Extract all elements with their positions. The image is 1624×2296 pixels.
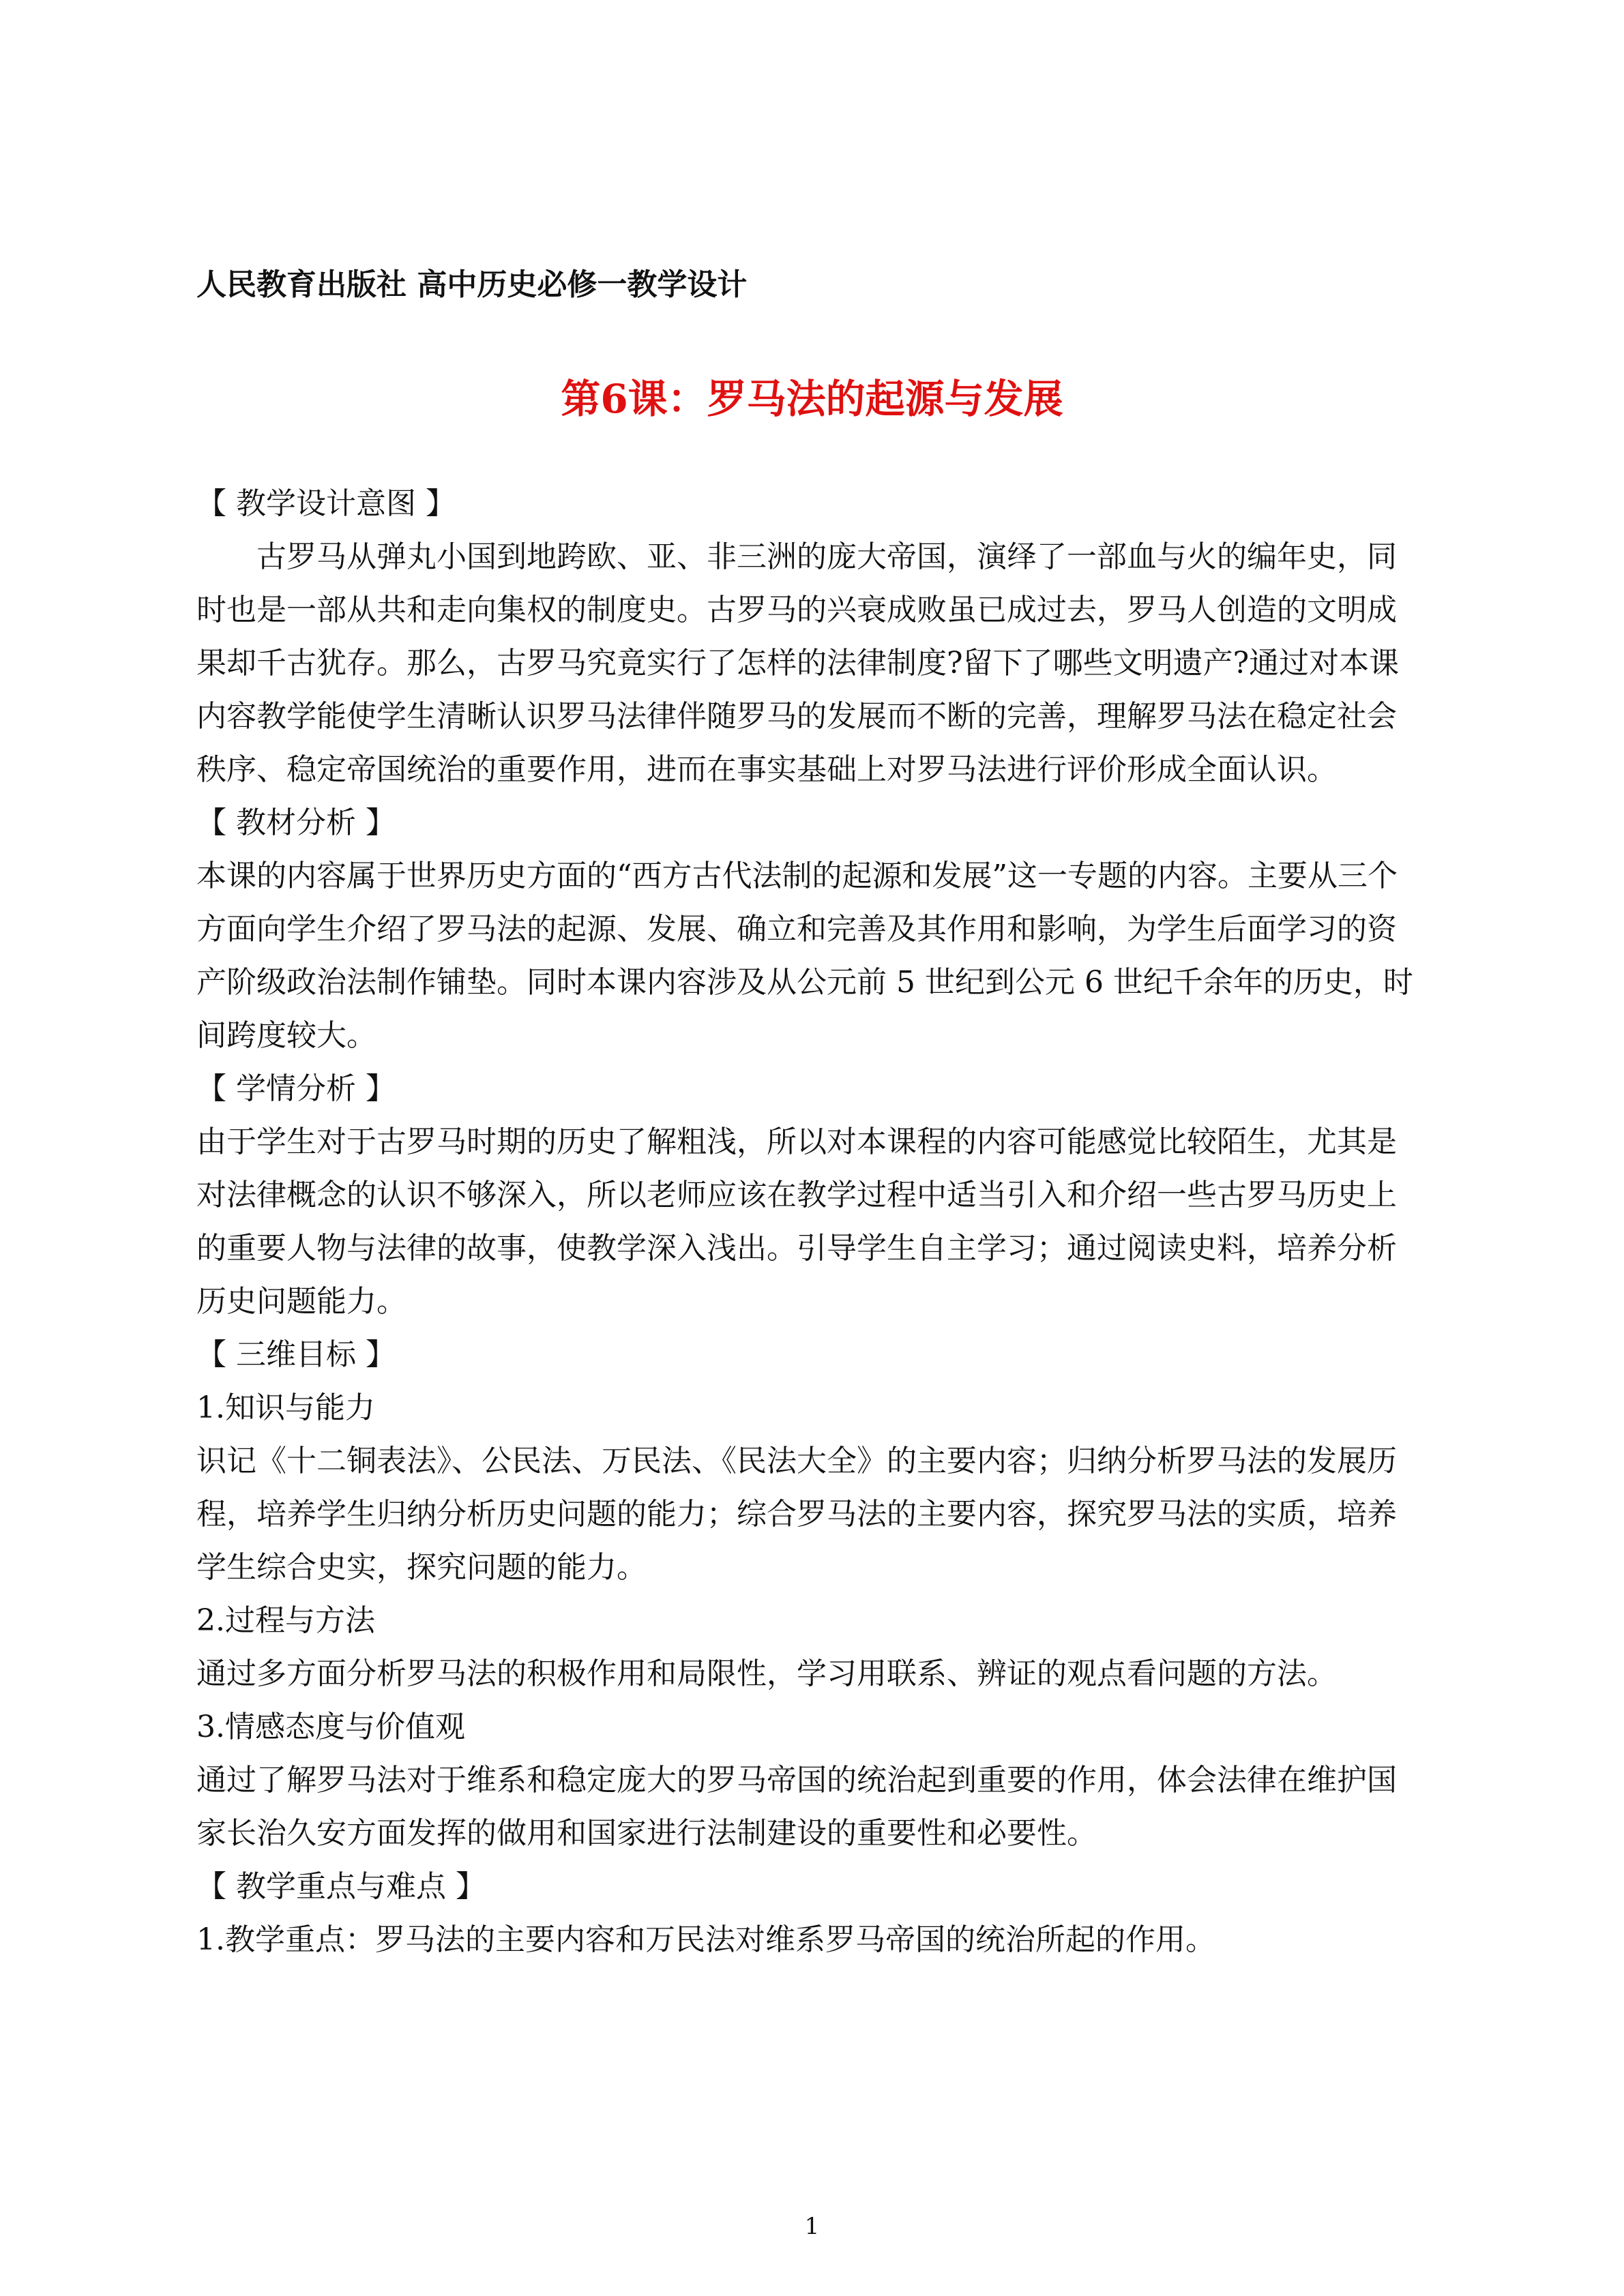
section-heading-students: 【 学情分析 】: [196, 1071, 396, 1106]
document-body: [196, 477, 1424, 1967]
paragraph-intent: 古罗马从弹丸小国到地跨欧、亚、非三洲的庞大帝国，演绎了一部血与火的编年史，同时也是一部从共和走向集权的制度史。古罗马的兴衰成败虽已成过去，罗马人创造的文明成果却千古犹存。那么，古罗马究竟实行了怎样的法律制度?留下了哪些文明遗产?通过对本课内容教学能使学生清晰认识罗马法律伴随罗马的发展而不断的完善，理解罗马法在稳定社会秩序、稳定帝国统治的重要作用，进而在事实基础上对罗马法进行评价形成全面认识。: [196, 539, 1400, 787]
paragraph-emotion: 通过了解罗马法对于维系和稳定庞大的罗马帝国的统治起到重要的作用，体会法律在维护国家长治久安方面发挥的做用和国家进行法制建设的重要性和必要性。: [196, 1763, 1397, 1851]
paragraph-knowledge: 识记《十二铜表法》、公民法、万民法、《民法大全》的主要内容；归纳分析罗马法的发展历程，培养学生归纳分析历史问题的能力；综合罗马法的主要内容，探究罗马法的实质，培养学生综合史实，探究问题的能力。: [196, 1444, 1397, 1585]
paragraph-textbook: 本课的内容属于世界历史方面的“西方古代法制的起源和发展”这一专题的内容。主要从三个方面向学生介绍了罗马法的起源、发展、确立和完善及其作用和影响，为学生后面学习的资产阶级政治法制作铺垫。同时本课内容涉及从公元前 5 世纪到公元 6 世纪千余年的历史，时间跨度较大。: [196, 859, 1413, 1053]
paragraph-students: 由于学生对于古罗马时期的历史了解粗浅，所以对本课程的内容可能感觉比较陌生，尤其是对法律概念的认识不够深入，所以老师应该在教学过程中适当引入和介绍一些古罗马历史上的重要人物与法律的故事，使教学深入浅出。引导学生自主学习；通过阅读史料，培养分析历史问题能力。: [196, 1124, 1397, 1319]
subheading-process: 2.过程与方法: [196, 1603, 375, 1638]
lesson-title: 第6课：罗马法的起源与发展: [561, 376, 1063, 422]
document-header: 人民教育出版社 高中历史必修一教学设计: [196, 267, 748, 302]
subheading-emotion: 3.情感态度与价值观: [196, 1710, 465, 1744]
page-number: 1: [804, 2213, 820, 2240]
subheading-knowledge: 1.知识与能力: [196, 1390, 375, 1425]
paragraph-keypoint-1: 1.教学重点：罗马法的主要内容和万民法对维系罗马帝国的统治所起的作用。: [196, 1922, 1215, 1957]
section-heading-keypoints: 【 教学重点与难点 】: [196, 1869, 486, 1904]
paragraph-process: 通过多方面分析罗马法的积极作用和局限性，学习用联系、辨证的观点看问题的方法。: [196, 1656, 1337, 1691]
section-heading-goals: 【 三维目标 】: [196, 1337, 396, 1372]
section-heading-intent: 【 教学设计意图 】: [196, 486, 456, 521]
section-heading-textbook: 【 教材分析 】: [196, 805, 396, 840]
